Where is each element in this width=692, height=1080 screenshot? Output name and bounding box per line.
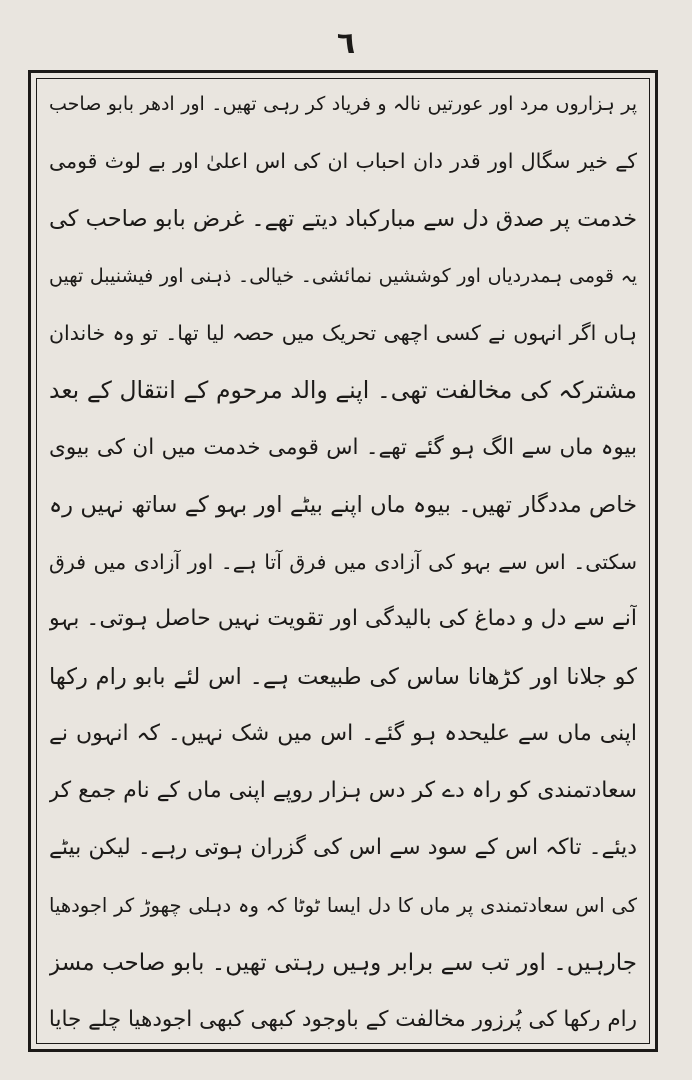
text-line: جارہیں۔ اور تب سے برابر وہیں رہتی تھیں۔ بابو صاحب مسز [49, 949, 637, 976]
text-line: دیئے۔ تاکہ اس کے سود سے اس کی گزران ہوتی رہے۔ لیکن بیٹے [49, 835, 637, 861]
text-line: سکتی۔ اس سے بہو کی آزادی میں فرق آتا ہے۔ اور آزادی میں فرق [49, 550, 637, 574]
text-line: مشترکہ کی مخالفت تھی۔ اپنے والد مرحوم کے انتقال کے بعد [49, 376, 637, 405]
text-line: خاص مددگار تھیں۔ بیوہ ماں اپنے بیٹے اور بہو کے ساتھ نہیں رہ [49, 491, 637, 518]
text-line: کے خیر سگال اور قدر دان احباب ان کی اس اعلیٰ اور بے لوث قومی [49, 149, 637, 174]
text-line: بیوہ ماں سے الگ ہو گئے تھے۔ اس قومی خدمت میں ان کی بیوی [49, 434, 637, 460]
text-line: سعادتمندی کو راہ دے کر دس ہزار روپے اپنی ماں کے نام جمع کر [49, 778, 637, 803]
text-line: رام رکھا کی پُرزور مخالفت کے باوجود کبھی کبھی اجودھیا چلے جایا [49, 1007, 637, 1032]
page-number: ٦ [336, 26, 356, 61]
text-line: یہ قومی ہمدردیاں اور کوششیں نمائشی۔ خیالی۔ ذہنی اور فیشنیبل تھیں [49, 264, 637, 287]
text-line: خدمت پر صدق دل سے مبارکباد دیتے تھے۔ غرض بابو صاحب کی [49, 205, 637, 232]
text-block [36, 78, 650, 1044]
text-line: کو جلانا اور کڑھانا ساس کی طبیعت ہے۔ اس لئے بابو رام رکھا [49, 663, 637, 690]
text-line: اپنی ماں سے علیحدہ ہو گئے۔ اس میں شک نہیں۔ کہ انہوں نے [49, 720, 637, 746]
text-line: آنے سے دل و دماغ کی بالیدگی اور تقویت نہیں حاصل ہوتی۔ بہو [49, 606, 637, 632]
text-line: پر ہزاروں مرد اور عورتیں نالہ و فریاد کر رہی تھیں۔ اور ادھر بابو صاحب [49, 93, 637, 115]
text-line: ہاں اگر انہوں نے کسی اچھی تحریک میں حصہ لیا تھا۔ تو وہ خاندان [49, 321, 637, 345]
text-line: کی اس سعادتمندی پر ماں کا دل ایسا ٹوٹا کہ وہ دہلی چھوڑ کر اجودھیا [49, 893, 637, 917]
